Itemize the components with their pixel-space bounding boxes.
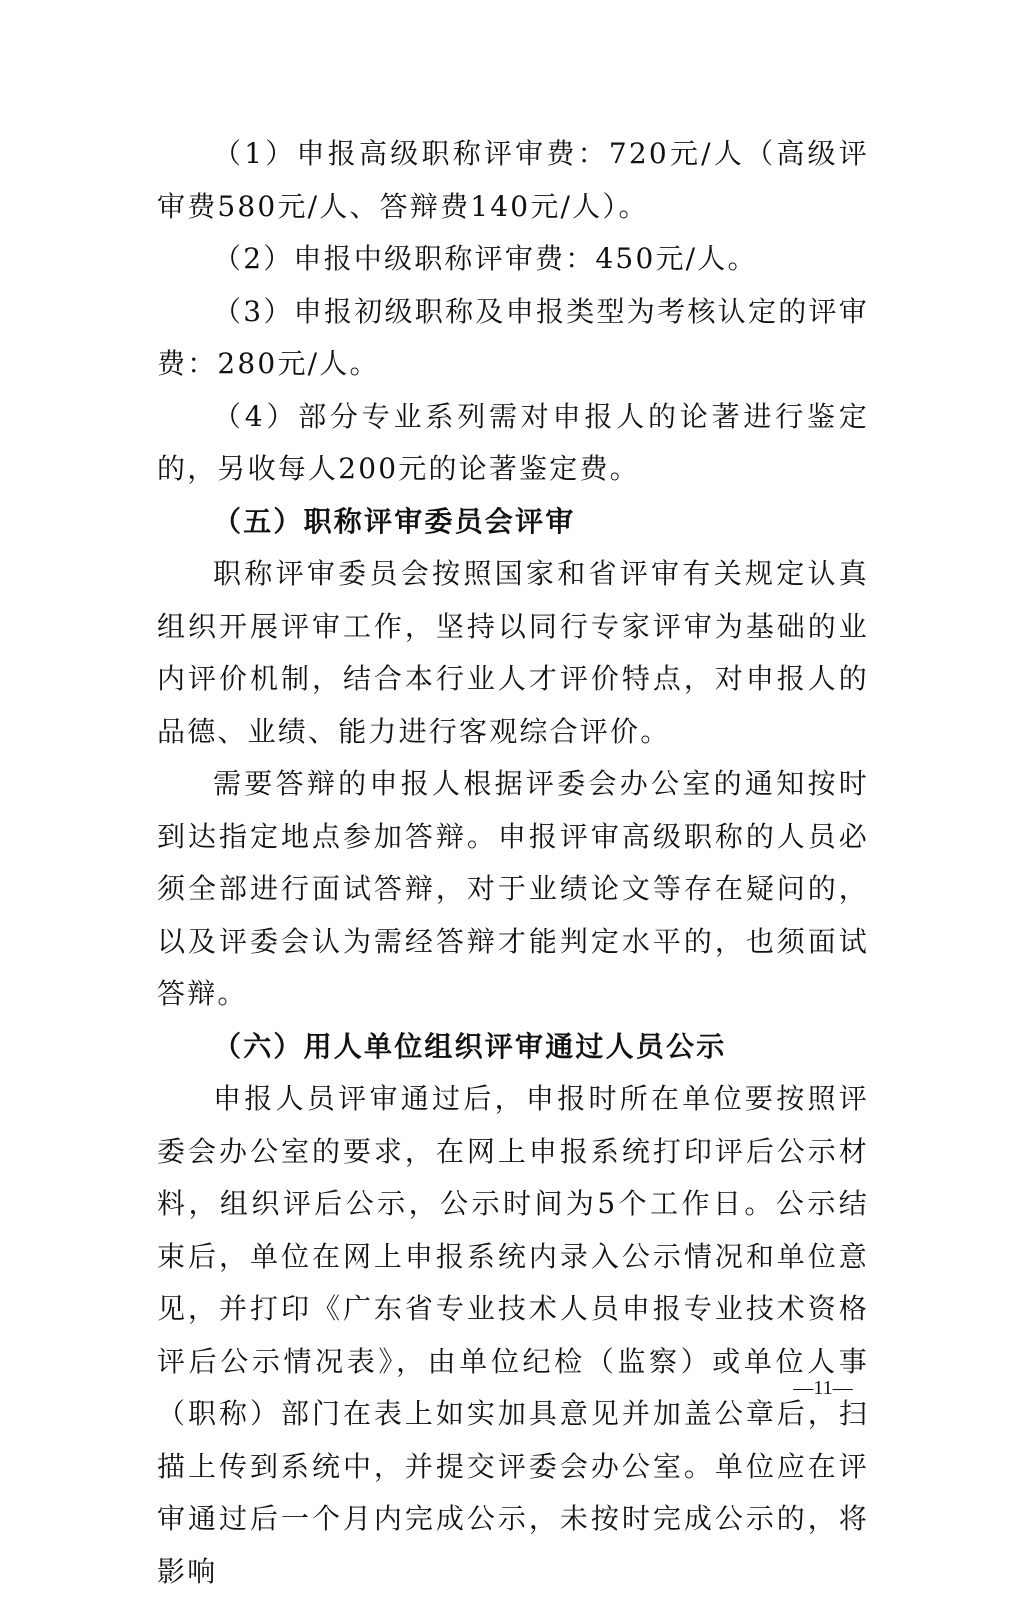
page-number: —11— xyxy=(793,1377,853,1399)
paragraph-defense: 需要答辩的申报人根据评委会办公室的通知按时到达指定地点参加答辩。申报评审高级职称的人员必须全部进行面试答辩，对于业绩论文等存在疑问的，以及评委会认为需经答辩才能判定水平的，也须面试答辩。 xyxy=(157,767,869,1010)
paragraph-committee-review: 职称评审委员会按照国家和省评审有关规定认真组织开展评审工作，坚持以同行专家评审为基础的业内评价机制，结合本行业人才评价特点，对申报人的品德、业绩、能力进行客观综合评价。 xyxy=(157,557,869,748)
paragraph-fee-intermediate: （2）申报中级职称评审费：450元/人。 xyxy=(213,242,758,275)
document-body xyxy=(157,128,869,1598)
section-heading-publicity: （六）用人单位组织评审通过人员公示 xyxy=(213,1029,727,1063)
paragraph-fee-senior: （1）申报高级职称评审费：720元/人（高级评审费580元/人、答辩费140元/人）。 xyxy=(157,137,869,223)
paragraph-fee-junior: （3）申报初级职称及申报类型为考核认定的评审费：280元/人。 xyxy=(157,294,869,380)
paragraph-publicity: 申报人员评审通过后，申报时所在单位要按照评委会办公室的要求，在网上申报系统打印评后公示材料，组织评后公示，公示时间为5个工作日。公示结束后，单位在网上申报系统内录入公示情况和单位意见，并打印《广东省专业技术人员申报专业技术资格评后公示情况表》，由单位纪检（监察）或单位人事（职称）部门在表上如实加具意见并加盖公章后，扫描上传到系统中，并提交评委会办公室。单位应在评审通过后一个月内完成公示，未按时完成公示的，将影响 xyxy=(157,1082,869,1588)
section-heading-committee-review: （五）职称评审委员会评审 xyxy=(213,504,576,538)
paragraph-fee-appraisal: （4）部分专业系列需对申报人的论著进行鉴定的，另收每人200元的论著鉴定费。 xyxy=(157,399,869,485)
